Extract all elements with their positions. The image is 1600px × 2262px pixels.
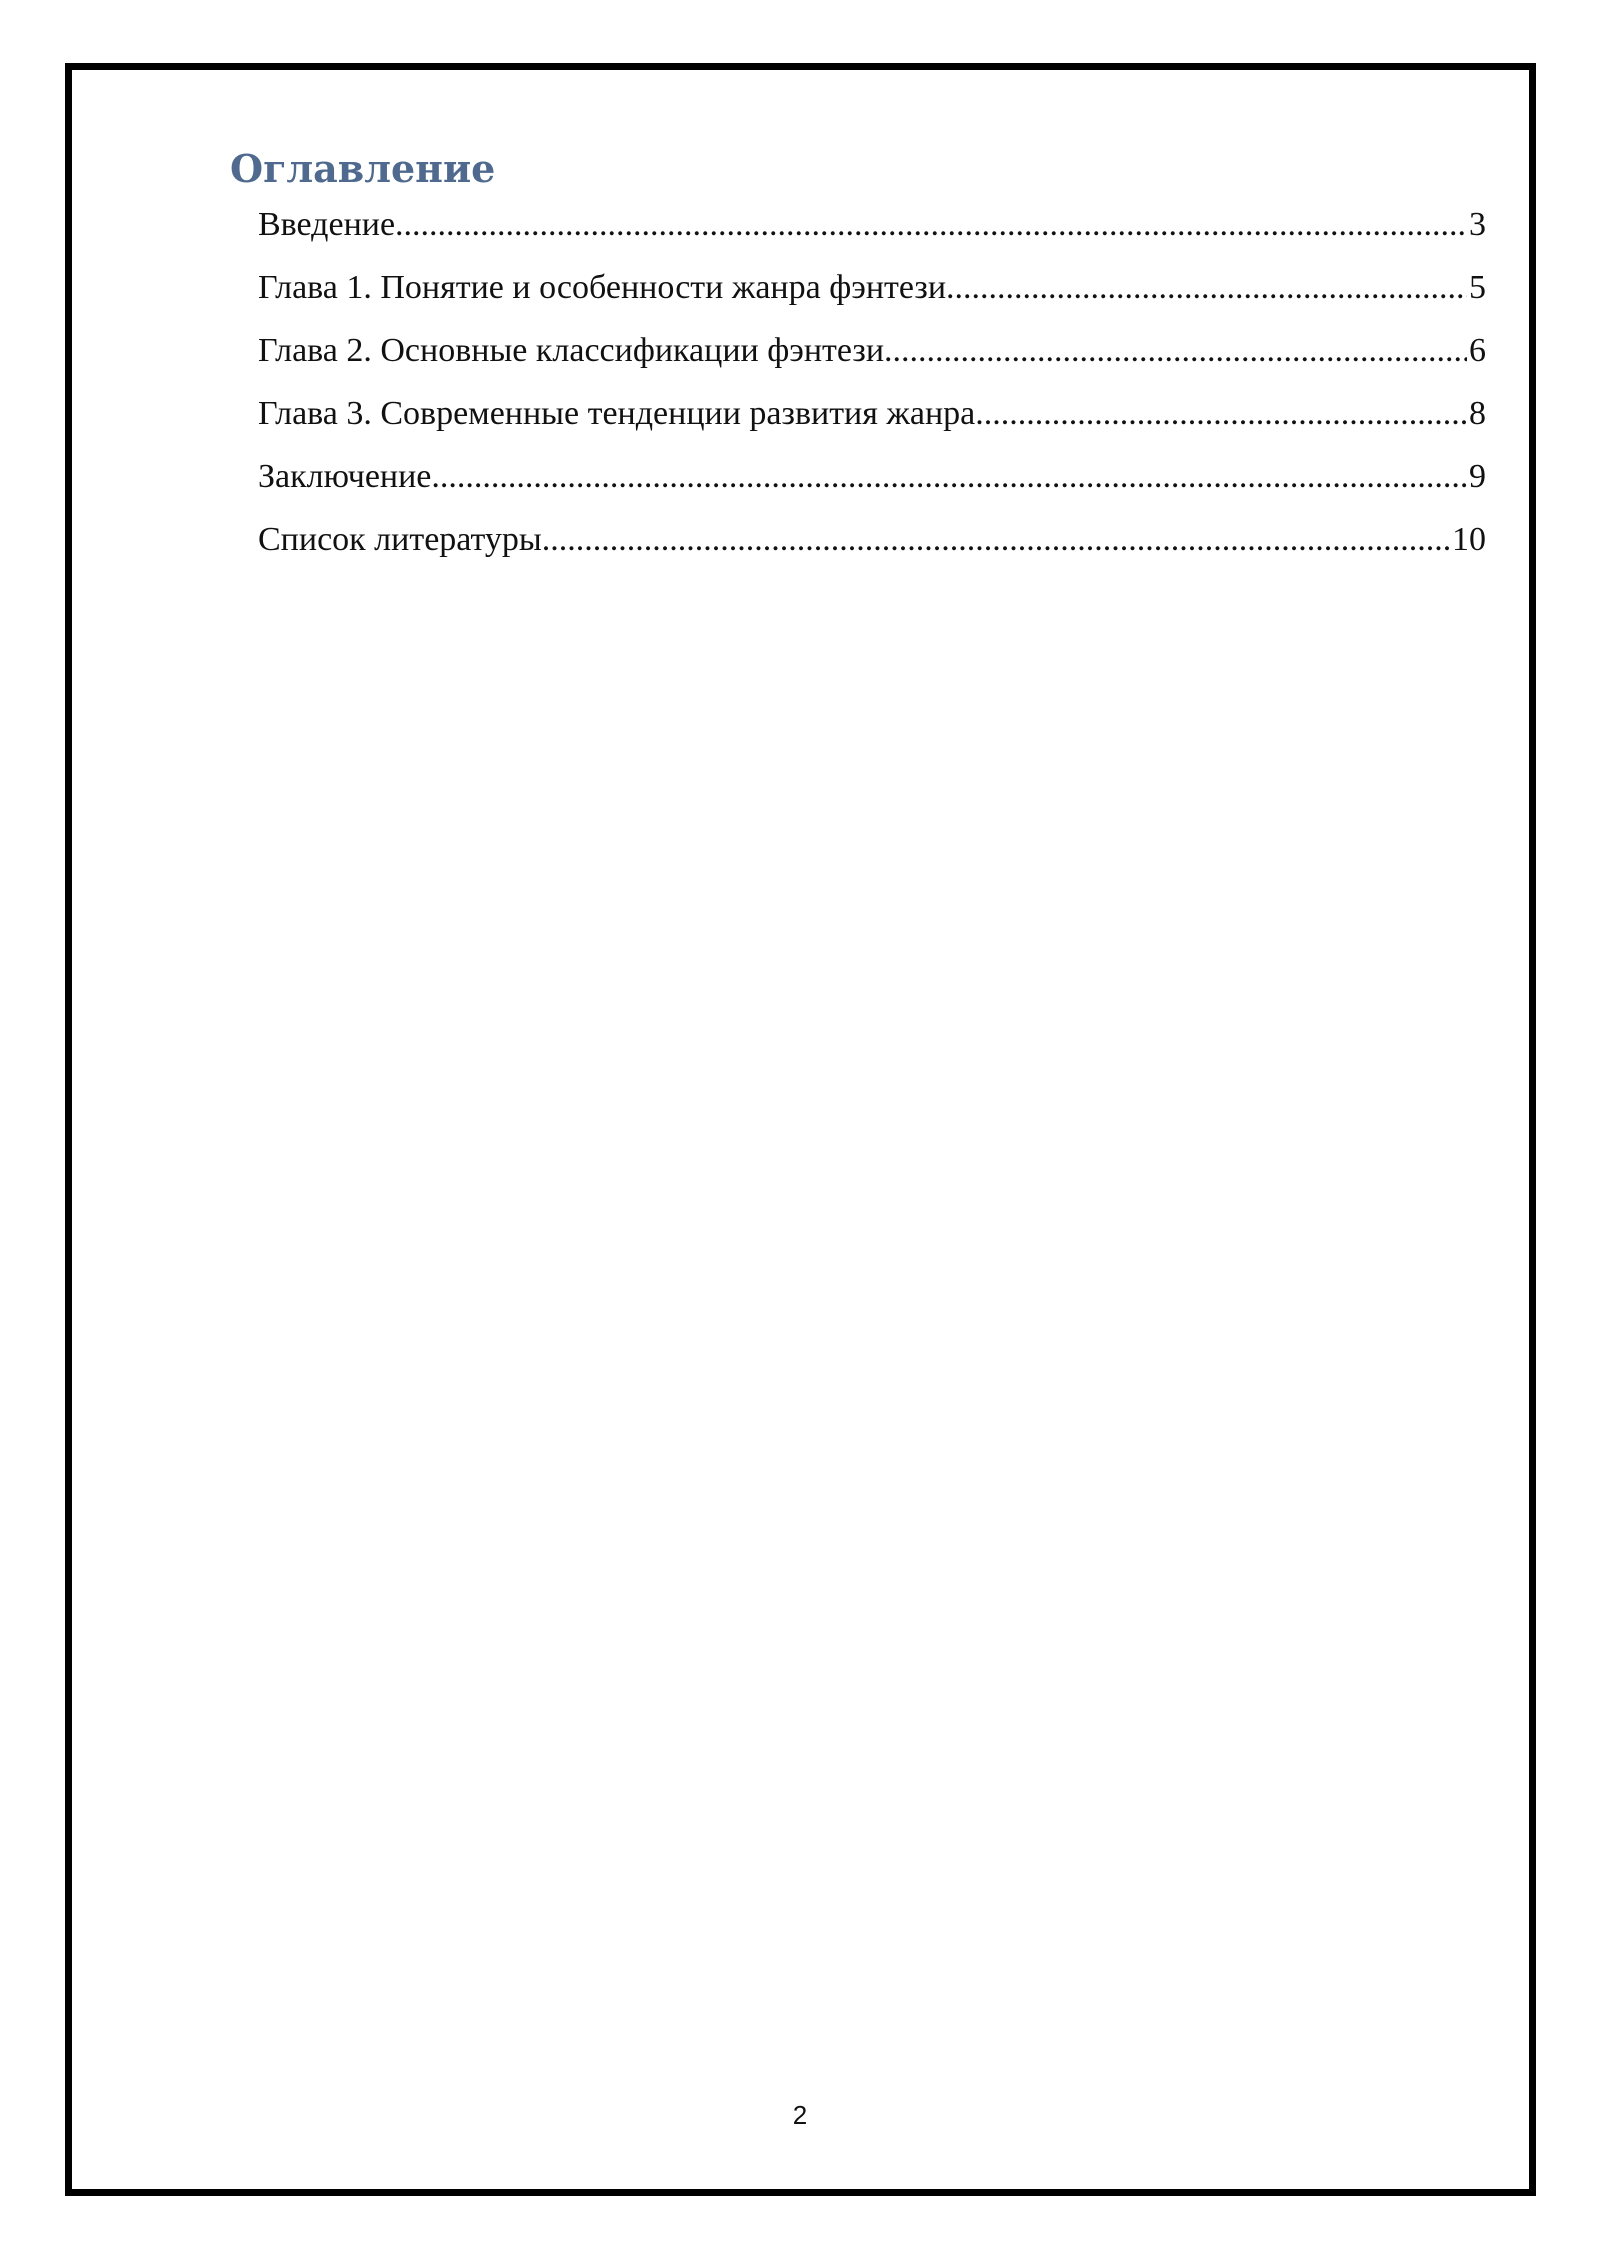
toc-entry-text: Глава 2. Основные классификации фэнтези <box>258 332 885 369</box>
toc-entry-page: 3 <box>1469 206 1486 243</box>
toc-entry-text: Глава 3. Современные тенденции развития жанра <box>258 395 976 432</box>
toc-entry-references[interactable] <box>258 513 1486 576</box>
toc-entry-page: 6 <box>1469 332 1486 369</box>
toc-dot-leader <box>395 198 1467 252</box>
toc-entry-text: Глава 1. Понятие и особенности жанра фэнтези <box>258 269 947 306</box>
table-of-contents <box>258 198 1486 576</box>
toc-dot-leader <box>431 450 1467 504</box>
toc-entry-page: 10 <box>1452 521 1486 558</box>
toc-entry-page: 9 <box>1469 458 1486 495</box>
page-number: 2 <box>792 2100 808 2130</box>
toc-entry-chapter-3[interactable] <box>258 387 1486 450</box>
toc-dot-leader <box>946 261 1467 315</box>
toc-entry-page: 8 <box>1469 395 1486 432</box>
toc-dot-leader <box>975 387 1467 441</box>
toc-heading: Оглавление <box>230 146 496 191</box>
toc-dot-leader <box>542 513 1450 567</box>
toc-entry-text: Заключение <box>258 458 432 495</box>
toc-entry-conclusion[interactable] <box>258 450 1486 513</box>
toc-dot-leader <box>884 324 1467 378</box>
toc-entry-text: Список литературы <box>258 521 542 558</box>
toc-entry-introduction[interactable] <box>258 198 1486 261</box>
toc-entry-page: 5 <box>1469 269 1486 306</box>
toc-entry-text: Введение <box>258 206 396 243</box>
toc-entry-chapter-1[interactable] <box>258 261 1486 324</box>
toc-entry-chapter-2[interactable] <box>258 324 1486 387</box>
